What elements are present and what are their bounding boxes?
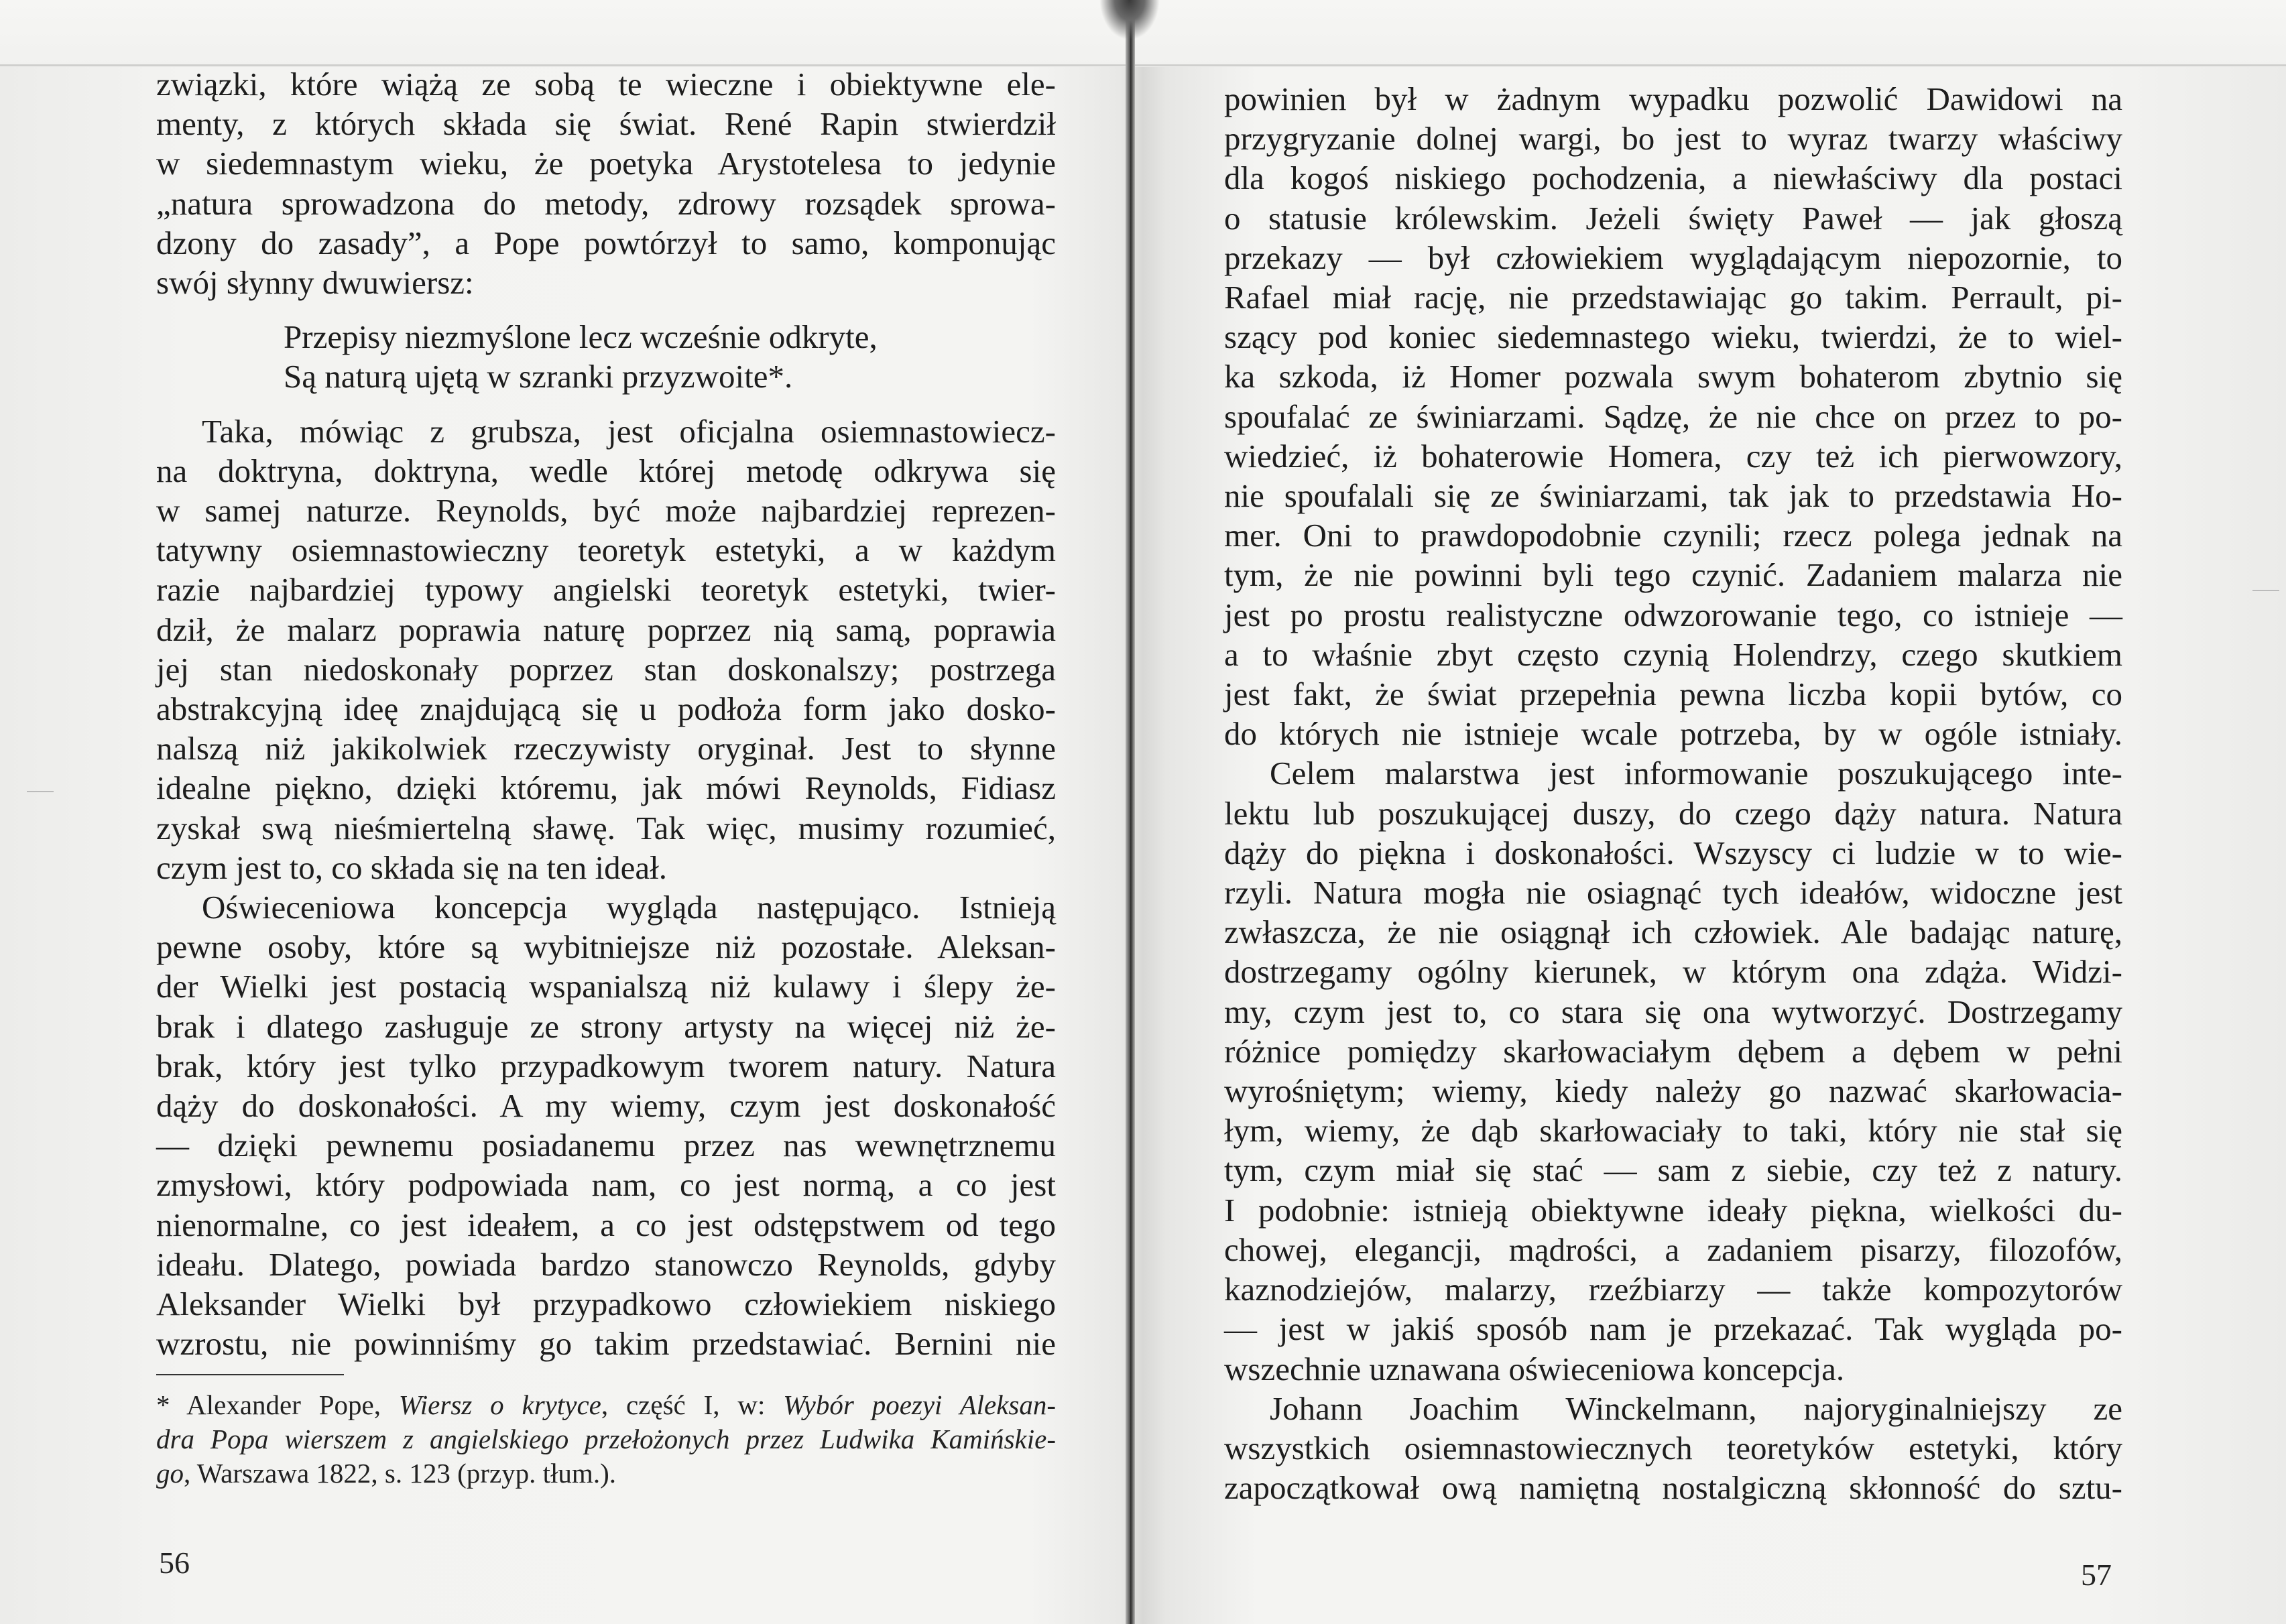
text-line: Rafael miał rację, nie przedstawiając go takim. Perrault, pi- xyxy=(1224,279,2122,316)
text-line: nalszą niż jakikolwiek rzeczywisty oryginał. Jest to słynne xyxy=(156,730,1056,767)
text-line: tatywny osiemnastowieczny teoretyk estetyki, a w każdym xyxy=(156,532,1056,569)
footnote-text: , część I, w: xyxy=(601,1389,784,1420)
right-page-text xyxy=(1224,79,2122,1507)
text-line: brak i dlatego zasługuje ze strony artysty na więcej niż że- xyxy=(156,1007,1056,1045)
right-paragraph-3 xyxy=(1224,1389,2122,1508)
text-line: — jest w jakiś sposób nam je przekazać. Tak wygląda po- xyxy=(1224,1310,2122,1348)
text-line: w samej naturze. Reynolds, być może najbardziej reprezen- xyxy=(156,492,1056,529)
text-line: a to właśnie zbyt często czynią Holendrzy, czego skutkiem xyxy=(1224,635,2122,673)
verse-quote xyxy=(156,302,1056,411)
text-line: Taka, mówiąc z grubsza, jest oficjalna osiemnastowiecz- xyxy=(202,412,1056,450)
text-line: „natura sprowadzona do metody, zdrowy rozsądek sprowa- xyxy=(156,184,1056,222)
footnote-source: dra Popa wierszem z angielskiego przełożonych przez Ludwika Kamińskie- xyxy=(156,1424,1056,1454)
text-line: idealne piękno, dzięki któremu, jak mówi Reynolds, Fidiasz xyxy=(156,769,1056,807)
text-line: dził, że malarz poprawia naturę poprzez nią samą, poprawia xyxy=(156,611,1056,648)
text-line: I podobnie: istnieją obiektywne ideały piękna, wielkości du- xyxy=(1224,1191,2122,1229)
text-line: o statusie królewskim. Jeżeli święty Paweł — jak głoszą xyxy=(1224,199,2122,237)
text-line: abstrakcyjną ideę znajdującą się u podłoża form jako dosko- xyxy=(156,690,1056,728)
text-line: szący pod koniec siedemnastego wieku, twierdzi, że to wiel- xyxy=(1224,318,2122,356)
text-line: na doktryna, doktryna, wedle której metodę odkrywa się xyxy=(156,452,1056,489)
text-line: zapoczątkował ową namiętną nostalgiczną skłonność do sztu- xyxy=(1224,1469,2122,1507)
footnote-text: , Warszawa 1822, s. 123 (przyp. tłum.). xyxy=(184,1458,616,1489)
text-line: różnice pomiędzy skarłowaciałym dębem a dębem w pełni xyxy=(1224,1032,2122,1070)
text-line: kaznodziejów, malarzy, rzeźbiarzy — także kompozytorów xyxy=(1224,1271,2122,1308)
text-line: dzony do zasady”, a Pope powtórzył to samo, komponując xyxy=(156,224,1056,261)
text-line: łym, wiemy, że dąb skarłowaciały to taki, który nie stał się xyxy=(1224,1112,2122,1149)
text-line: dla kogoś niskiego pochodzenia, a niewłaściwy dla postaci xyxy=(1224,160,2122,197)
text-line: tym, czym miał się stać — sam z siebie, czy też z natury. xyxy=(1224,1151,2122,1189)
text-line: jest fakt, że świat przepełnia pewna liczba kopii bytów, co xyxy=(1224,676,2122,713)
text-line: wzrostu, nie powinniśmy go takim przedstawiać. Bernini nie xyxy=(156,1325,1056,1363)
text-line: — dzięki pewnemu posiadanemu przez nas wewnętrznemu xyxy=(156,1127,1056,1164)
text-line: nienormalne, co jest ideałem, a co jest odstępstwem od tego xyxy=(156,1206,1056,1243)
text-line: dąży do doskonałości. A my wiemy, czym jest doskonałość xyxy=(156,1087,1056,1125)
footnote-line xyxy=(156,1422,1056,1456)
footnote xyxy=(156,1388,1056,1491)
text-line: przekazy — był człowiekiem wyglądającym niepozornie, to xyxy=(1224,239,2122,276)
page-number-left: 56 xyxy=(159,1546,190,1580)
footnote-text: * Alexander Pope, xyxy=(156,1389,399,1420)
text-line: pewne osoby, które są wybitniejsze niż pozostałe. Aleksan- xyxy=(156,928,1056,966)
text-line: mer. Oni to prawdopodobnie czynili; rzecz polega jednak na xyxy=(1224,517,2122,554)
left-paragraph-3 xyxy=(156,887,1056,1363)
text-line: w siedemnastym wieku, że poetyka Arystotelesa to jedynie xyxy=(156,145,1056,182)
footnote-title: Wiersz o krytyce xyxy=(398,1389,601,1420)
text-line: Celem malarstwa jest informowanie poszukującego inte- xyxy=(1270,755,2122,792)
text-line: spoufalać ze świniarzami. Sądzę, że nie chce on przez to po- xyxy=(1224,397,2122,435)
text-line: wiedzieć, iż bohaterowie Homera, czy też ich pierwowzory, xyxy=(1224,437,2122,475)
text-line: ideału. Dlatego, powiada bardzo stanowczo Reynolds, gdyby xyxy=(156,1245,1056,1283)
gutter-shadow xyxy=(1099,0,1160,40)
verse-line: Są naturą ujętą w szranki przyzwoite*. xyxy=(284,358,793,395)
scan-mark xyxy=(27,791,54,792)
text-line: der Wielki jest postacią wspanialszą niż kulawy i ślepy że- xyxy=(156,968,1056,1005)
text-line: przygryzanie dolnej wargi, bo jest to wyraz twarzy właściwy xyxy=(1224,120,2122,158)
text-line: brak, który jest tylko przypadkowym tworem natury. Natura xyxy=(156,1047,1056,1084)
text-line: wszechnie uznawana oświeceniowa koncepcja. xyxy=(1224,1350,1845,1387)
text-line: my, czym jest to, co stara się ona wytworzyć. Dostrzegamy xyxy=(1224,993,2122,1030)
text-line: jej stan niedoskonały poprzez stan doskonalszy; postrzega xyxy=(156,650,1056,688)
text-line: menty, z których składa się świat. René Rapin stwierdził xyxy=(156,105,1056,143)
page-number-right: 57 xyxy=(2081,1558,2112,1592)
text-line: tym, że nie powinni byli tego czynić. Zadaniem malarza nie xyxy=(1224,556,2122,594)
text-line: chowej, elegancji, mądrości, a zadaniem pisarzy, filozofów, xyxy=(1224,1231,2122,1268)
right-paragraph-1 xyxy=(1224,79,2122,753)
text-line: lektu lub poszukującej duszy, do czego dąży natura. Natura xyxy=(1224,794,2122,832)
text-line: nie spoufalali się ze świniarzami, tak jak to przedstawia Ho- xyxy=(1224,477,2122,515)
text-line: wyrośniętym; wiemy, kiedy należy go nazwać skarłowacia- xyxy=(1224,1072,2122,1110)
footnote-source: Wybór poezyi Aleksan- xyxy=(783,1389,1057,1420)
text-line: razie najbardziej typowy angielski teoretyk estetyki, twier- xyxy=(156,571,1056,609)
footnote-rule xyxy=(156,1374,344,1375)
left-paragraph-1 xyxy=(156,64,1056,302)
text-line: związki, które wiążą ze sobą te wieczne i obiektywne ele- xyxy=(156,66,1056,103)
verse-line: Przepisy niezmyślone lecz wcześnie odkryte, xyxy=(284,318,878,356)
scan-mark xyxy=(2252,590,2279,591)
text-line: Aleksander Wielki był przypadkowo człowiekiem niskiego xyxy=(156,1286,1056,1323)
text-line: zyskał swą nieśmiertelną sławę. Tak więc, musimy rozumieć, xyxy=(156,809,1056,847)
left-paragraph-2 xyxy=(156,412,1056,887)
text-line: do których nie istnieje wcale potrzeba, by w ogóle istniały. xyxy=(1224,715,2122,753)
left-page-text xyxy=(156,64,1056,1364)
text-line: Johann Joachim Winckelmann, najoryginalniejszy ze xyxy=(1270,1389,2122,1427)
text-line: zwłaszcza, że nie osiągnął ich człowiek. Ale badając naturę, xyxy=(1224,914,2122,951)
text-line: zmysłowi, który podpowiada nam, co jest normą, a co jest xyxy=(156,1166,1056,1204)
text-line: powinien był w żadnym wypadku pozwolić Dawidowi na xyxy=(1224,80,2122,117)
text-line: dostrzegamy ogólny kierunek, w którym ona zdąża. Widzi- xyxy=(1224,953,2122,991)
book-gutter xyxy=(1126,0,1135,1624)
text-line: jest po prostu realistyczne odwzorowanie tego, co istnieje — xyxy=(1224,596,2122,633)
text-line: swój słynny dwuwiersz: xyxy=(156,264,474,302)
text-line: rzyli. Natura mogła nie osiagnąć tych ideałów, widoczne jest xyxy=(1224,874,2122,912)
text-line: Oświeceniowa koncepcja wygląda następująco. Istnieją xyxy=(202,889,1056,926)
footnote-line xyxy=(156,1388,1056,1422)
footnote-line xyxy=(156,1456,1056,1491)
text-line: ka szkoda, iż Homer pozwala swym bohaterom zbytnio się xyxy=(1224,358,2122,395)
text-line: wszystkich osiemnastowiecznych teoretyków estetyki, który xyxy=(1224,1429,2122,1466)
text-line: czym jest to, co składa się na ten ideał. xyxy=(156,849,667,886)
right-paragraph-2 xyxy=(1224,753,2122,1388)
footnote-source: go xyxy=(156,1458,184,1489)
text-line: dąży do piękna i doskonałości. Wszyscy ci ludzie w to wie- xyxy=(1224,834,2122,871)
